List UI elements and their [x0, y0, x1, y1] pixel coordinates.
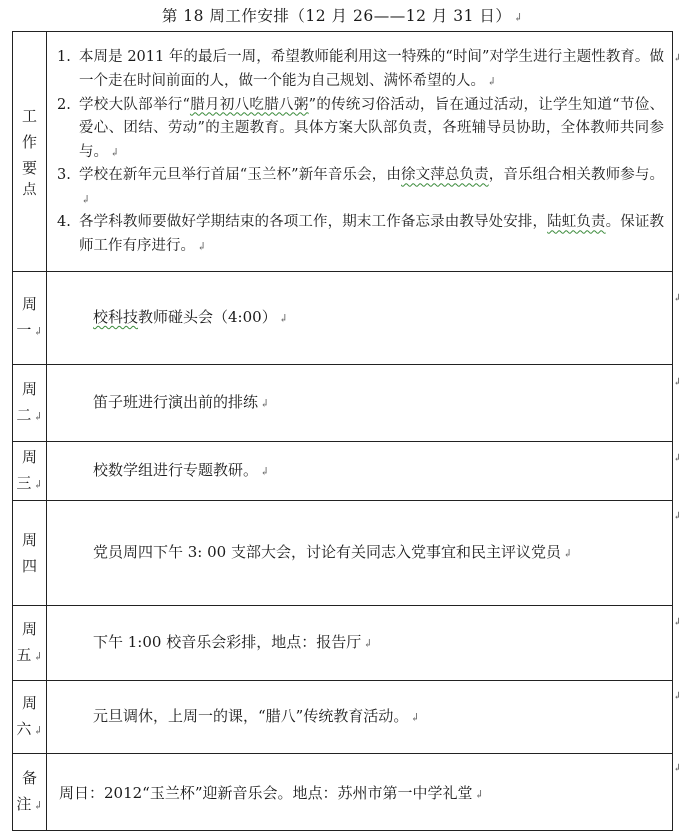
day-row-fri: [13, 606, 673, 681]
day-label: [13, 681, 47, 754]
paragraph-mark-icon: ↲: [197, 240, 207, 254]
paragraph-mark-icon: ↲: [410, 711, 420, 724]
spellcheck-underline: 校科技: [93, 308, 139, 326]
day-text: 笛子班进行演出前的排练 ↲: [93, 393, 270, 411]
paragraph-mark-icon: ↲: [33, 325, 43, 338]
day-content[interactable]: [47, 606, 673, 681]
day-label: [13, 365, 47, 442]
day-row-mon: [13, 272, 673, 365]
day-label: [13, 606, 47, 681]
row-end-mark-icon: ↲: [673, 617, 682, 628]
day-row-thu: [13, 501, 673, 606]
label-char: 五 ↲: [16, 646, 43, 664]
spellcheck-underline: 徐文萍总负责: [401, 167, 489, 184]
day-content[interactable]: [47, 365, 673, 442]
label-char: 周: [21, 531, 37, 549]
paragraph-mark-icon: ↲: [563, 547, 573, 560]
row-end-mark-icon: ↲: [673, 53, 682, 64]
paragraph-mark-icon: ↲: [110, 145, 120, 159]
paragraph-mark-icon: ↲: [33, 478, 43, 491]
work-point-text: 学校大队部举行“腊月初八吃腊八粥”的传统习俗活动，旨在通过活动，让学生知道“节俭、爱心、团结、劳动”的主题教育。具体方案大队部负责，各班辅导员协助，全体教师共同参与。 ↲: [79, 96, 664, 160]
day-label: [13, 272, 47, 365]
day-content[interactable]: [47, 442, 673, 501]
paragraph-mark-icon: ↲: [260, 397, 270, 410]
label-char: 六 ↲: [16, 720, 43, 738]
note-row: [13, 754, 673, 831]
row-end-mark-icon: ↲: [673, 763, 682, 774]
day-row-wed: [13, 442, 673, 501]
paragraph-mark-icon: ↲: [363, 637, 373, 650]
label-char: 二 ↲: [16, 406, 43, 424]
work-point-text: 学校在新年元旦举行首届“玉兰杯”新年音乐会，由徐文萍总负责，音乐组合相关教师参与。↲: [79, 167, 665, 206]
work-point-number: 3.: [57, 167, 71, 184]
work-point-number: 4.: [57, 214, 71, 231]
label-char: 要: [21, 159, 37, 177]
row-end-mark-icon: ↲: [673, 293, 682, 304]
paragraph-mark-icon: ↲: [260, 465, 270, 478]
day-text: 下午 1:00 校音乐会彩排，地点：报告厅 ↲: [93, 633, 373, 651]
day-label: [13, 442, 47, 501]
work-point-item: [57, 46, 664, 93]
note-content[interactable]: [47, 754, 673, 831]
paragraph-mark-icon: ↲: [278, 312, 288, 325]
day-row-sat: [13, 681, 673, 754]
paragraph-mark-icon: ↲: [474, 787, 484, 801]
label-char: 点: [22, 182, 37, 198]
day-label: [13, 501, 47, 606]
work-point-text: 本周是 2011 年的最后一周，希望教师能利用这一特殊的“时间”对学生进行主题性教育。做一个走在时间前面的人，做一个能为自己规划、满怀希望的人。 ↲: [79, 49, 664, 89]
page-title: [0, 4, 685, 26]
day-row-tue: [13, 365, 673, 442]
paragraph-mark-icon: ↲: [81, 192, 91, 206]
day-text: 校科技教师碰头会（4:00） ↲: [93, 308, 288, 326]
work-point-text: 各学科教师要做好学期结束的各项工作，期末工作备忘录由教导处安排，陆虹负责。保证教师工作有序进行。 ↲: [79, 214, 665, 255]
label-char: 周: [21, 295, 37, 313]
note-text: 周日：2012“玉兰杯”迎新音乐会。地点：苏州市第一中学礼堂 ↲: [59, 783, 484, 802]
work-points-row: [13, 32, 673, 272]
day-content[interactable]: [47, 501, 673, 606]
work-points-label: [13, 32, 47, 272]
label-char: 备: [21, 769, 37, 787]
label-char: 四: [21, 557, 37, 575]
work-point-number: 1.: [57, 49, 71, 66]
work-point-number: 2.: [57, 96, 71, 113]
paragraph-mark-icon: ↲: [33, 724, 43, 737]
work-point-item: [57, 211, 664, 258]
day-text: 校数学组进行专题教研。 ↲: [93, 461, 270, 479]
row-end-mark-icon: ↲: [673, 691, 682, 702]
label-char: 工: [21, 107, 37, 125]
day-content[interactable]: [47, 681, 673, 754]
label-char: 周: [21, 380, 37, 398]
day-content[interactable]: [47, 272, 673, 365]
label-char: 注 ↲: [16, 795, 43, 813]
work-point-item: [57, 164, 664, 211]
paragraph-mark-icon: ↲: [33, 799, 43, 812]
row-end-mark-icon: ↲: [673, 377, 682, 388]
day-text: 党员周四下午 3: 00 支部大会，讨论有关同志入党事宜和民主评议党员 ↲: [93, 543, 573, 561]
page-title-text: 第 18 周工作安排（12 月 26——12 月 31 日）: [161, 7, 512, 25]
row-end-mark-icon: ↲: [673, 511, 682, 522]
paragraph-mark-icon: ↲: [487, 74, 497, 88]
note-label: [13, 754, 47, 831]
row-end-mark-icon: ↲: [673, 453, 682, 464]
label-char: 周: [21, 694, 37, 712]
label-char: 周: [21, 448, 37, 466]
weekly-schedule-table: [12, 31, 673, 831]
day-text: 元旦调休，上周一的课，“腊八”传统教育活动。 ↲: [93, 707, 420, 725]
paragraph-mark-icon: ↲: [33, 410, 43, 423]
paragraph-mark-icon: ↲: [513, 11, 524, 24]
work-points-list: [57, 46, 664, 258]
label-char: 三 ↲: [16, 474, 43, 492]
label-char: 一 ↲: [16, 321, 43, 339]
spellcheck-underline: 陆虹负责: [547, 214, 606, 231]
spellcheck-underline: 腊月初八吃腊八粥: [189, 96, 309, 113]
paragraph-mark-icon: ↲: [33, 650, 43, 663]
work-point-item: [57, 94, 664, 165]
label-char: 周: [21, 620, 37, 638]
work-points-content[interactable]: [47, 32, 673, 272]
label-char: 作: [21, 133, 37, 151]
